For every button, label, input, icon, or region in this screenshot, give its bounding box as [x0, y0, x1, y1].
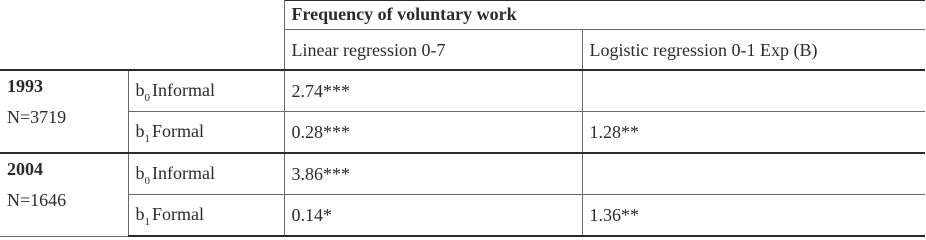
year-label: 2004 — [7, 159, 43, 179]
table-row — [0, 112, 925, 154]
year-cell — [0, 70, 128, 153]
linear-value: 0.14* — [284, 195, 582, 237]
table-row — [0, 153, 925, 195]
logistic-value: 1.28** — [582, 112, 925, 154]
logistic-value — [582, 70, 925, 112]
coef-name: Formal — [152, 120, 204, 141]
coef-letter: b — [135, 162, 145, 183]
table-row — [0, 195, 925, 237]
coef-subscript: 0 — [144, 91, 150, 104]
logistic-value — [582, 153, 925, 195]
coefficient-label — [128, 153, 284, 195]
linear-value: 0.28*** — [284, 112, 582, 154]
coef-subscript: 1 — [144, 132, 150, 145]
coef-name: Informal — [152, 79, 215, 100]
coefficient-label — [128, 112, 284, 154]
header-blank-cell — [0, 1, 284, 71]
sample-size: N=1646 — [7, 190, 67, 210]
logistic-value: 1.36** — [582, 195, 925, 237]
table-row — [0, 70, 925, 112]
linear-value: 3.86*** — [284, 153, 582, 195]
coef-letter: b — [135, 79, 145, 100]
coef-subscript: 0 — [144, 174, 150, 187]
coefficient-label — [128, 70, 284, 112]
linear-value: 2.74*** — [284, 70, 582, 112]
column-header-linear: Linear regression 0-7 — [284, 30, 582, 71]
coef-name: Informal — [152, 162, 215, 183]
column-header-logistic: Logistic regression 0-1 Exp (B) — [582, 30, 925, 71]
year-label: 1993 — [7, 76, 43, 96]
coef-letter: b — [135, 120, 145, 141]
coefficient-label — [128, 195, 284, 237]
year-cell — [0, 153, 128, 236]
group-title: Frequency of voluntary work — [284, 1, 925, 30]
sample-size: N=3719 — [7, 107, 67, 127]
table-header-row — [0, 1, 925, 30]
coef-subscript: 1 — [144, 215, 150, 228]
coef-name: Formal — [152, 203, 204, 224]
coef-letter: b — [135, 203, 145, 224]
